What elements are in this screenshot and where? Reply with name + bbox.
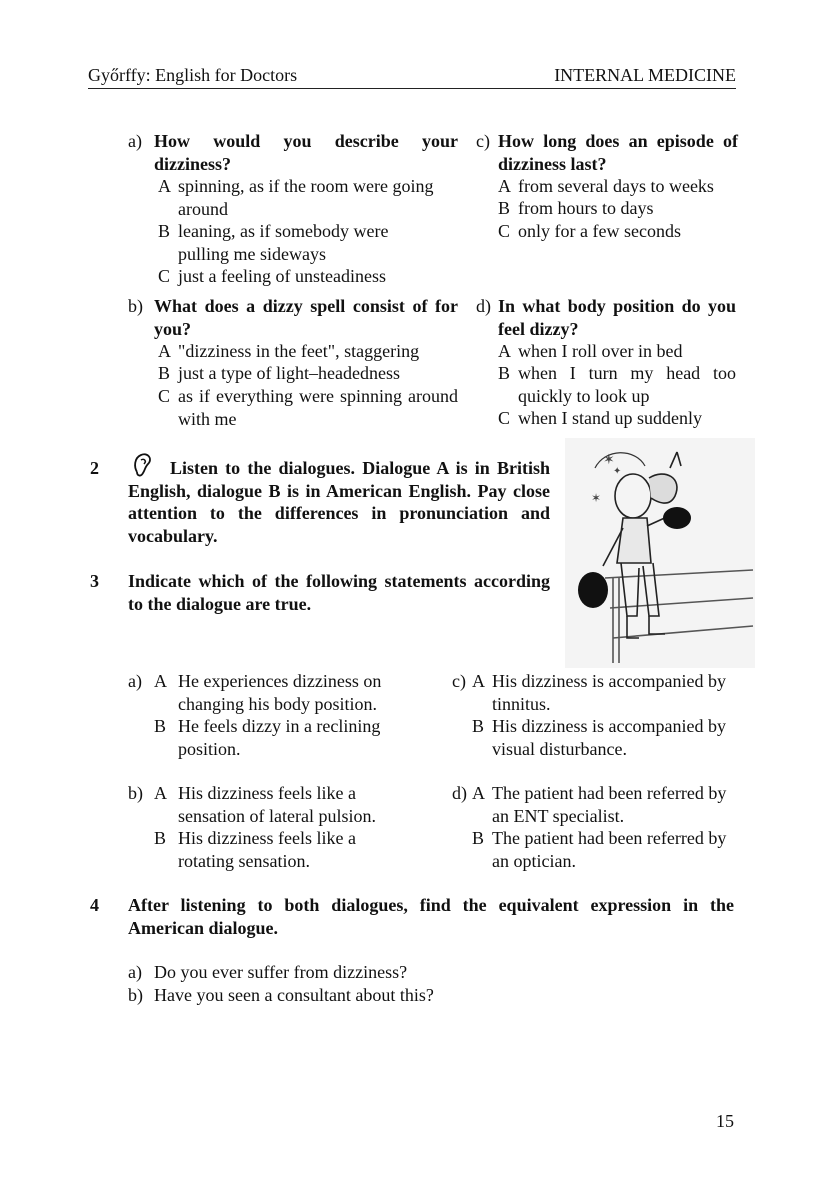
exercise-number: 2: [90, 458, 99, 478]
question-label: a): [128, 131, 142, 151]
running-header: [88, 64, 736, 89]
question-c: c) How long does an episode of dizziness last? A from several days to weeks B from hours to days C only for a few seconds: [476, 131, 738, 241]
header-book-title: Győrffy: English for Doctors: [88, 65, 298, 85]
list-item-text: Do you ever suffer from dizziness?: [154, 962, 408, 982]
statement-item: b) A His dizziness feels like a sensation of lateral pulsion. B His dizziness feels like a rotating sensation.: [128, 783, 376, 871]
question-label: c): [476, 131, 490, 151]
question-text: How would you describe your dizziness?: [154, 131, 458, 174]
question-text: What does a dizzy spell consist of for you?: [154, 296, 458, 339]
page-number: 15: [716, 1111, 734, 1131]
svg-text:✶: ✶: [603, 452, 615, 468]
list-item-text: Have you seen a consultant about this?: [154, 985, 434, 1005]
statement-item: c) A His dizziness is accompanied by tinnitus. B His dizziness is accompanied by visual disturbance.: [452, 671, 726, 759]
statement-item: a) A He experiences dizziness on changing his body position. B He feels dizzy in a reclining position.: [128, 671, 382, 759]
exercise-number: 4: [90, 895, 99, 915]
svg-text:✦: ✦: [613, 466, 622, 477]
question-text: How long does an episode of dizziness last?: [498, 131, 738, 174]
question-text: In what body position do you feel dizzy?: [498, 296, 736, 339]
statement-item: d) A The patient had been referred by an ENT specialist. B The patient had been referred by an optician.: [452, 783, 727, 871]
question-label: b): [128, 296, 143, 316]
exercise-number: 3: [90, 571, 99, 591]
question-label: d): [476, 296, 491, 316]
question-d: d) In what body position do you feel dizzy? A when I roll over in bed B when I turn my head too quickly to look up C when I stand up suddenly: [476, 296, 736, 428]
header-section-title: INTERNAL MEDICINE: [554, 65, 736, 85]
exercise-instruction: After listening to both dialogues, find the equivalent expression in the American dialogue.: [128, 895, 734, 938]
list-item: a): [128, 962, 142, 982]
question-b: b) What does a dizzy spell consist of for you? A "dizziness in the feet", staggering B just a type of light–headedness C as if everything were spinning around with me: [128, 296, 458, 429]
question-a: a) How would you describe your dizziness? A spinning, as if the room were going around B leaning, as if somebody were pulling me sideways C just a feeling of unsteadiness: [128, 131, 458, 286]
svg-text:✶: ✶: [591, 491, 602, 505]
list-item: b): [128, 985, 143, 1005]
boxer-illustration: [565, 438, 755, 668]
exercise-instruction: Indicate which of the following statements according to the dialogue are true.: [128, 571, 550, 614]
exercise-instruction: Listen to the dialogues. Dialogue A is in British English, dialogue B is in American English. Pay close attention to the differences in pronunciation and vocabulary.: [128, 458, 550, 546]
